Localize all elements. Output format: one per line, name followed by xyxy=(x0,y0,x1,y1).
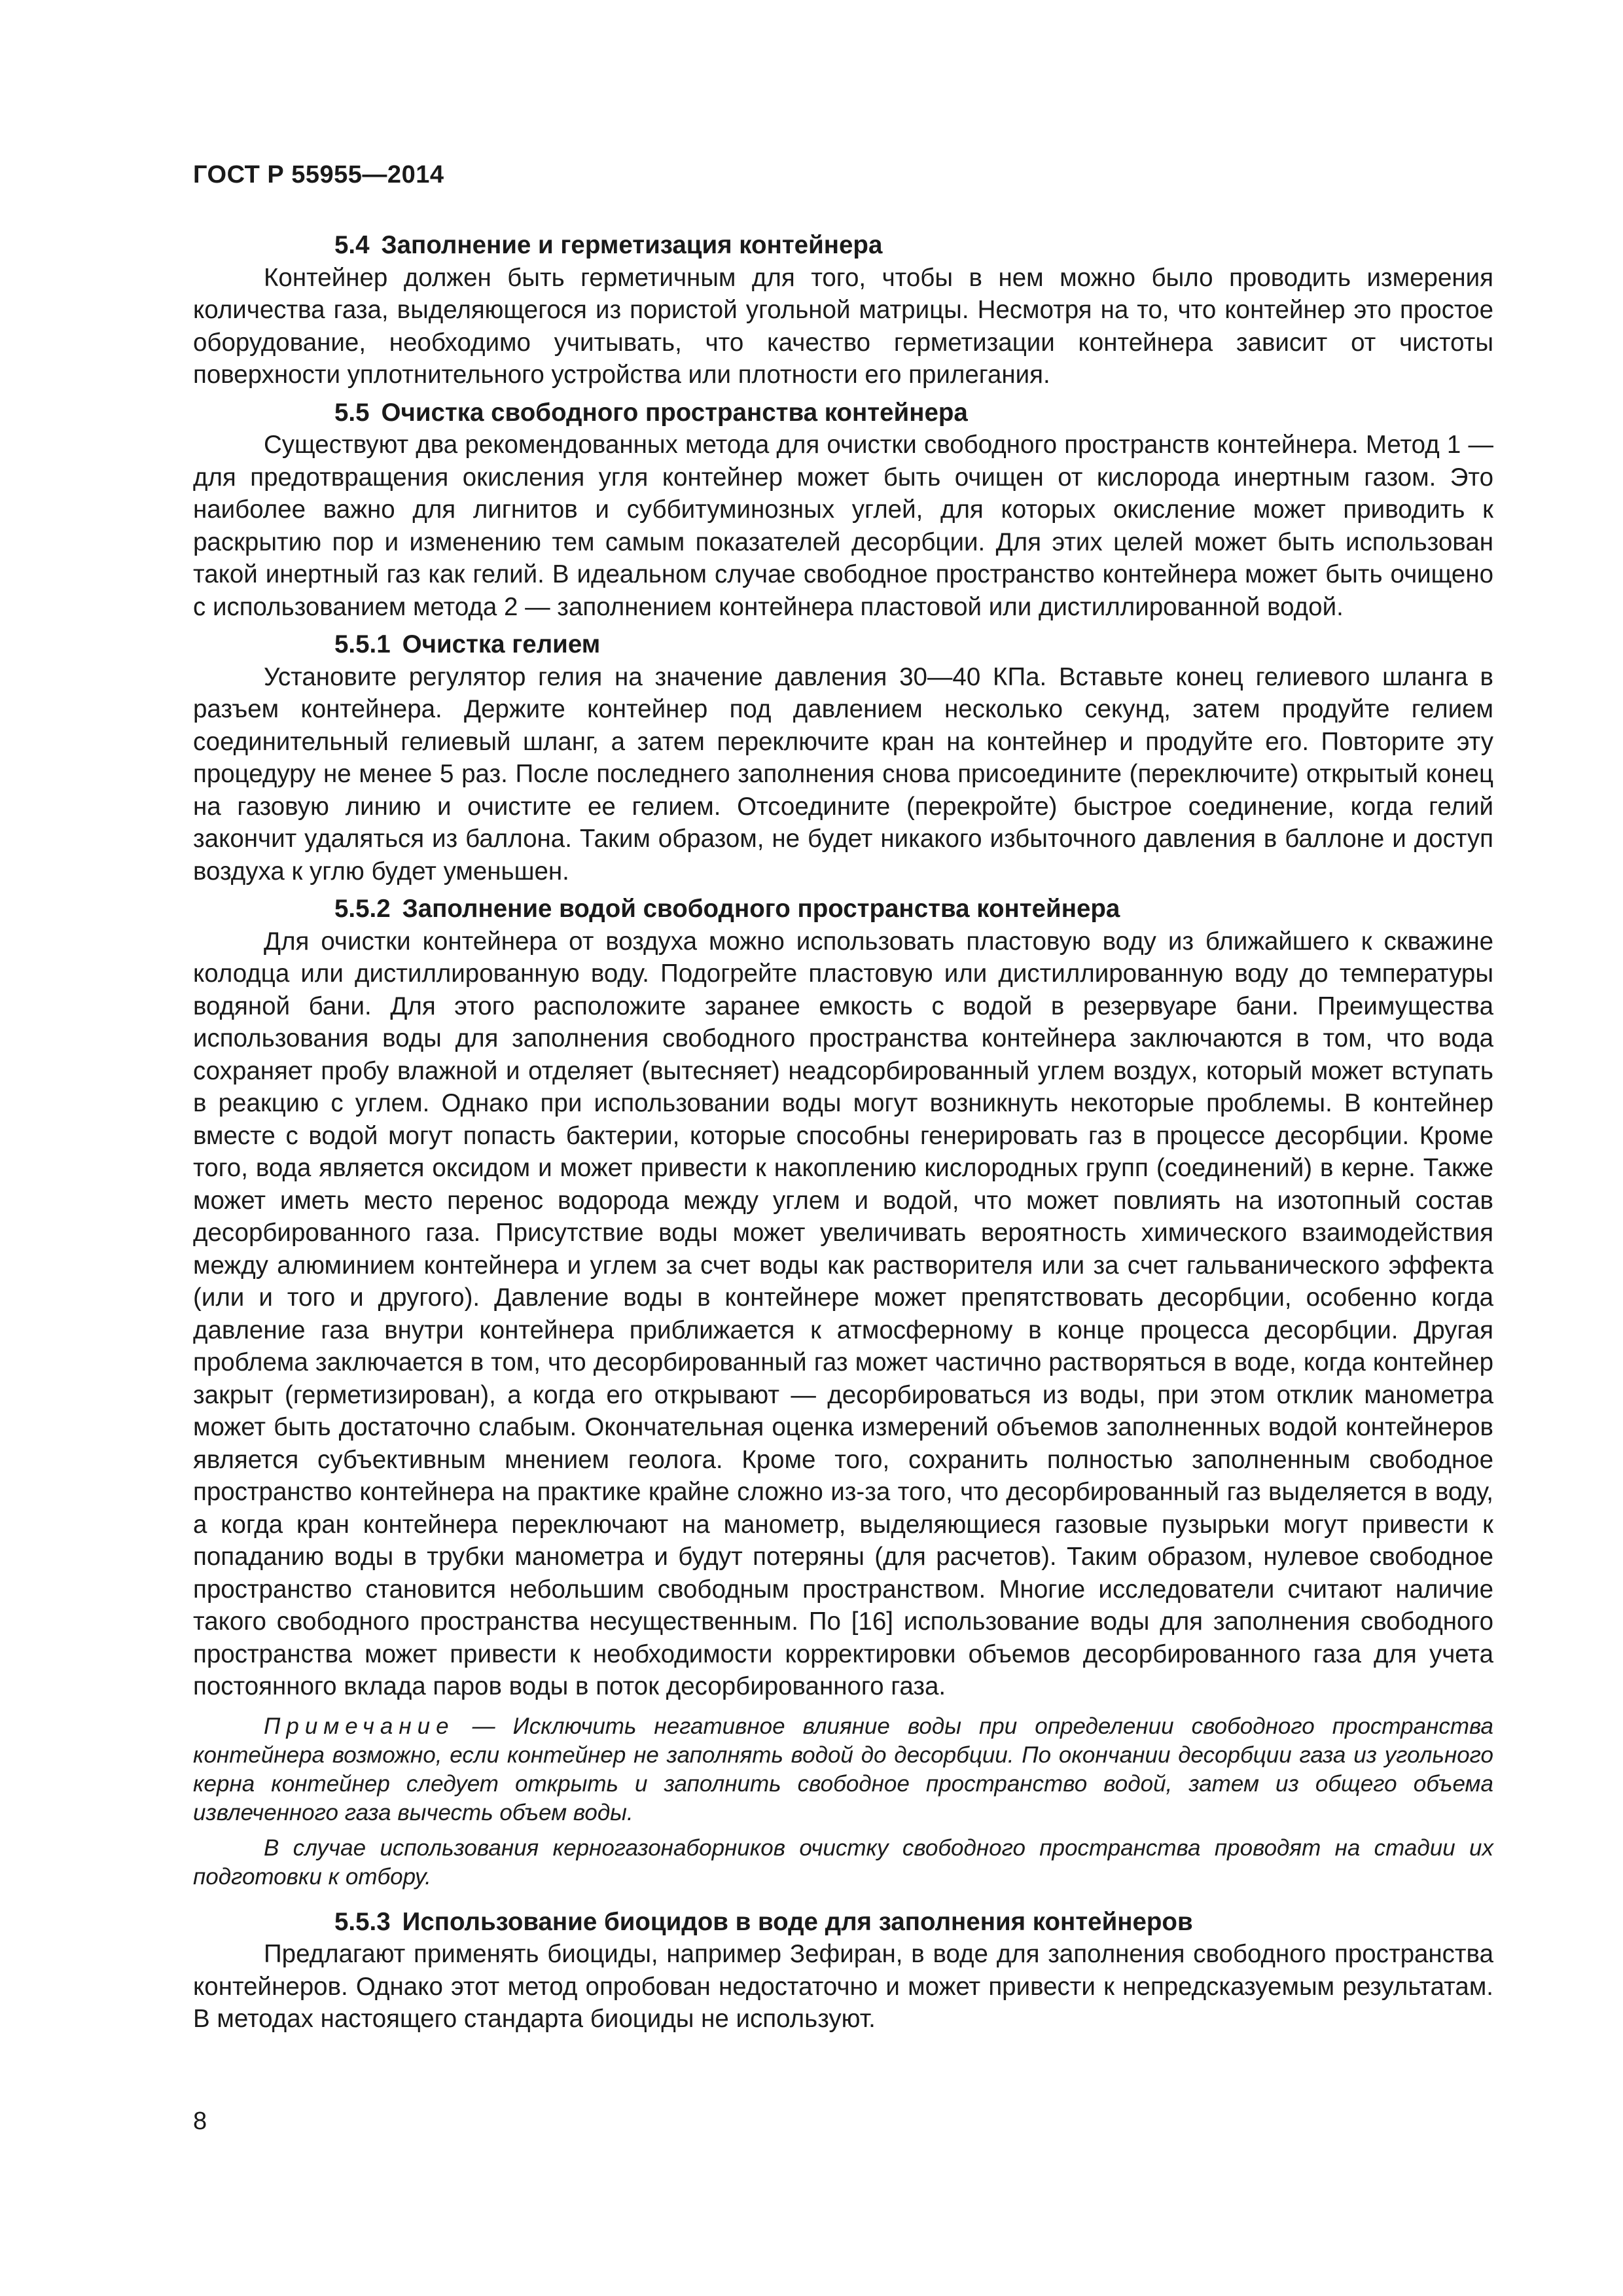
section-heading-5-5-3 xyxy=(193,1906,1493,1939)
section-title: Очистка свободного пространства контейнера xyxy=(381,398,968,427)
section-number: 5.5 xyxy=(334,398,370,427)
section-heading-5-5-2 xyxy=(193,893,1493,925)
document-body xyxy=(193,229,1493,2041)
section-number: 5.5.2 xyxy=(334,895,391,923)
section-title: Заполнение и герметизация контейнера xyxy=(381,231,883,259)
document-header: ГОСТ Р 55955—2014 xyxy=(193,161,444,188)
section-title: Использование биоцидов в воде для заполнения контейнеров xyxy=(402,1907,1193,1936)
section-number: 5.5.1 xyxy=(334,630,391,658)
note xyxy=(193,1712,1493,1827)
section-heading-5-4 xyxy=(193,229,1493,262)
note-text: — Исключить негативное влияние воды при определении свободного пространства контейнера возможно, если контейнер не заполнять водой до десорбции. По окончании десорбции газа из угольного керна контейнер следует открыть и заполнить свободное пространство водой, затем из общего объема извлеченного газа вычесть объем воды. xyxy=(193,1713,1493,1825)
section-heading-5-5 xyxy=(193,397,1493,429)
note-continuation: В случае использования керногазонаборников очистку свободного пространства проводят на стадии их подготовки к отбору. xyxy=(193,1835,1493,1890)
paragraph: Предлагают применять биоциды, например Зефиран, в воде для заполнения свободного пространства контейнеров. Однако этот метод опробован недостаточно и может привести к непредсказуемым результатам. В методах настоящего стандарта биоциды не используют. xyxy=(193,1940,1493,2033)
paragraph: Контейнер должен быть герметичным для того, чтобы в нем можно было проводить измерения количества газа, выделяющегося из пористой угольной матрицы. Несмотря на то, что контейнер это простое оборудование, необходимо учитывать, что качество герметизации контейнера зависит от чистоты поверхности уплотнительного устройства или плотности его прилегания. xyxy=(193,263,1493,389)
section-heading-5-5-1 xyxy=(193,628,1493,661)
section-number: 5.4 xyxy=(334,231,370,259)
paragraph: Для очистки контейнера от воздуха можно использовать пластовую воду из ближайшего к скважине колодца или дистиллированную воду. Подогрейте пластовую или дистиллированную воду до температуры водяной бани. Для этого расположите заранее емкость с водой в резервуаре бани. Преимущества использования воды для заполнения свободного пространства контейнера заключаются в том, что вода сохраняет пробу влажной и отделяет (вытесняет) неадсорбированный углем воздух, который может вступать в реакцию с углем. Однако при использовании воды могут возникнуть некоторые проблемы. В контейнер вместе с водой могут попасть бактерии, которые способны генерировать газ в процессе десорбции. Кроме того, вода является оксидом и может привести к накоплению кислородных групп (соединений) в керне. Также может иметь место перенос водорода между углем и водой, что может повлиять на изотопный состав десорбированного газа. Присутствие воды может увеличивать вероятность химического взаимодействия между алюминием контейнера и углем за счет воды как растворителя или за счет гальванического эффекта (или и того и другого). Давление воды в контейнере может препятствовать десорбции, особенно когда давление газа внутри контейнера приближается к атмосферному в конце процесса десорбции. Другая проблема заключается в том, что десорбированный газ может частично растворяться в воде, когда контейнер закрыт (герметизирован), а когда его открывают — десорбироваться из воды, при этом отклик манометра может быть достаточно слабым. Окончательная оценка измерений объемов заполненных водой контейнеров является субъективным мнением геолога. Кроме того, сохранить полностью заполненным свободное пространство контейнера на практике крайне сложно из-за того, что десорбированный газ выделяется в воду, а когда кран контейнера переключают на манометр, выделяющиеся газовые пузырьки могут привести к попаданию воды в трубки манометра и будут потеряны (для расчетов). Таким образом, нулевое свободное пространство становится небольшим свободным пространством. Многие исследователи считают наличие такого свободного пространства несущественным. По [16] использование воды для заполнения свободного пространства может привести к необходимости корректировки объемов десорбированного газа для учета постоянного вклада паров воды в поток десорбированного газа. xyxy=(193,927,1493,1700)
page-number: 8 xyxy=(193,2108,207,2135)
section-number: 5.5.3 xyxy=(334,1907,391,1936)
paragraph: Существуют два рекомендованных метода для очистки свободного пространств контейнера. Метод 1 — для предотвращения окисления угля контейнер может быть очищен от кислорода инертным газом. Это наиболее важно для лигнитов и суббитуминозных углей, для которых окисление может приводить к раскрытию пор и изменению тем самым показателей десорбции. Для этих целей может быть использован такой инертный газ как гелий. В идеальном случае свободное пространство контейнера может быть очищено с использованием метода 2 — заполнением контейнера пластовой или дистиллированной водой. xyxy=(193,431,1493,621)
section-title: Заполнение водой свободного пространства контейнера xyxy=(402,895,1120,923)
note-label: Примечание xyxy=(264,1713,455,1739)
section-title: Очистка гелием xyxy=(402,630,601,658)
paragraph: Установите регулятор гелия на значение давления 30—40 КПа. Вставьте конец гелиевого шланга в разъем контейнера. Держите контейнер под давлением несколько секунд, затем продуйте гелием соединительный гелиевый шланг, а затем переключите кран на контейнер и продуйте его. Повторите эту процедуру не менее 5 раз. После последнего заполнения снова присоедините (переключите) открытый конец на газовую линию и очистите ее гелием. Отсоедините (перекройте) быстрое соединение, когда гелий закончит удаляться из баллона. Таким образом, не будет никакого избыточного давления в баллоне и доступ воздуха к углю будет уменьшен. xyxy=(193,662,1493,886)
